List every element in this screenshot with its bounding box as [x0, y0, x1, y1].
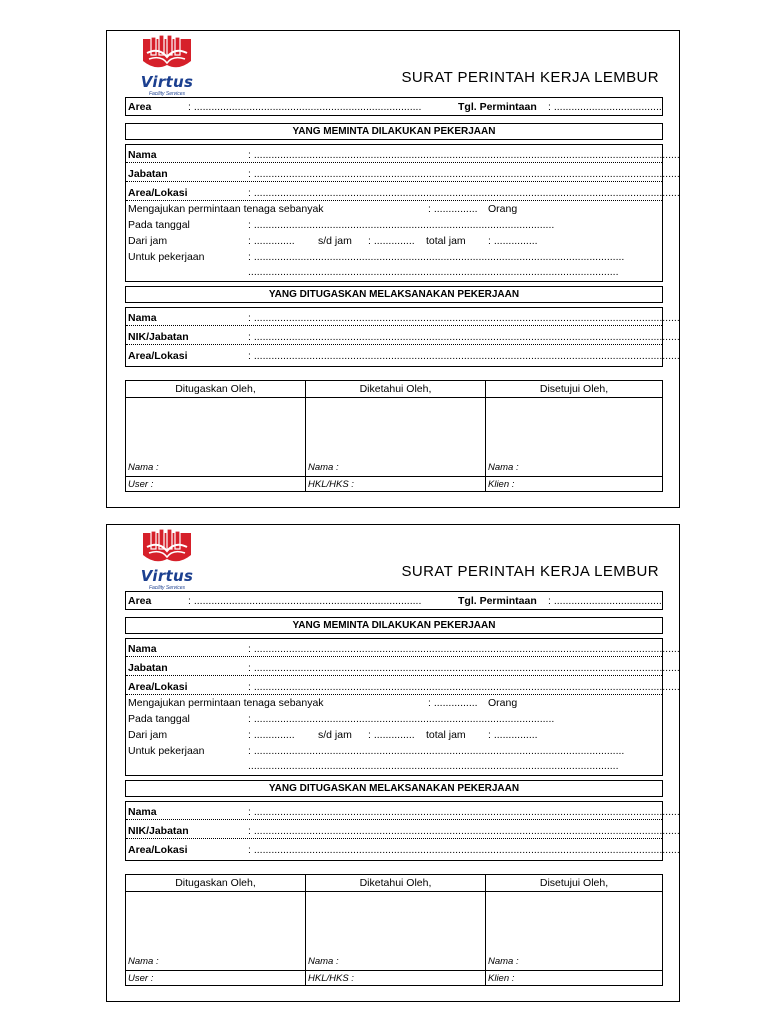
assignee-nik-jabatan-field[interactable]: : .................................................................................................................................................. [248, 825, 680, 837]
area-row [125, 591, 663, 610]
requester-jabatan-label: Jabatan [128, 662, 168, 674]
area-field[interactable]: : .............................................................................. [188, 595, 422, 607]
signature-disetujui[interactable] [486, 875, 662, 985]
signature-ditugaskan[interactable] [126, 381, 306, 491]
requester-nama-field[interactable]: : .................................................................................................................................................. [248, 149, 680, 161]
requester-jabatan-label: Jabatan [128, 168, 168, 180]
dari-jam-field[interactable]: : .............. [248, 235, 295, 247]
sig-nama-label: Nama : [308, 956, 339, 967]
sig-nama-label: Nama : [488, 956, 519, 967]
sd-jam-field[interactable]: : .............. [368, 235, 415, 247]
area-row [125, 97, 663, 116]
assignee-area-lokasi-label: Area/Lokasi [128, 844, 188, 856]
virtus-logo-icon [139, 35, 195, 75]
brand-name: Virtus [140, 567, 194, 585]
sig-nama-label: Nama : [128, 462, 159, 473]
assignee-area-lokasi-field[interactable]: : .................................................................................................................................................. [248, 844, 680, 856]
brand-subtitle: Facility Services [148, 585, 186, 591]
sig-diketahui-head: Diketahui Oleh, [306, 381, 485, 398]
total-jam-field[interactable]: : ............... [488, 235, 538, 247]
sig-hkl-label: HKL/HKS : [306, 970, 485, 986]
assignee-nama-field[interactable]: : .................................................................................................................................................. [248, 806, 680, 818]
dari-jam-label: Dari jam [128, 235, 168, 247]
section-requester-title: YANG MEMINTA DILAKUKAN PEKERJAAN [125, 123, 663, 140]
overtime-form-top [106, 30, 680, 508]
signature-table [125, 380, 663, 492]
tgl-permintaan-label: Tgl. Permintaan [458, 595, 537, 607]
sig-user-label: User : [126, 970, 305, 986]
sd-jam-field[interactable]: : .............. [368, 729, 415, 741]
section-requester-title: YANG MEMINTA DILAKUKAN PEKERJAAN [125, 617, 663, 634]
requester-section [125, 638, 680, 776]
area-label: Area [128, 595, 152, 607]
sig-ditugaskan-head: Ditugaskan Oleh, [126, 875, 305, 892]
virtus-logo [129, 35, 205, 95]
signature-ditugaskan[interactable] [126, 875, 306, 985]
signature-disetujui[interactable] [486, 381, 662, 491]
untuk-pekerjaan-field[interactable]: : ............................................................................................................................... [248, 251, 625, 263]
untuk-pekerjaan-field-line2[interactable]: ............................................................................................................................... [248, 760, 619, 772]
sd-jam-label: s/d jam [318, 729, 352, 741]
sig-klien-label: Klien : [486, 476, 662, 492]
requester-jabatan-field[interactable]: : .................................................................................................................................................. [248, 168, 680, 180]
untuk-pekerjaan-field-line2[interactable]: ............................................................................................................................... [248, 266, 619, 278]
pada-tanggal-label: Pada tanggal [128, 219, 190, 231]
dari-jam-field[interactable]: : .............. [248, 729, 295, 741]
sig-disetujui-head: Disetujui Oleh, [486, 875, 662, 892]
assignee-area-lokasi-field[interactable]: : .................................................................................................................................................. [248, 350, 680, 362]
assignee-nik-jabatan-field[interactable]: : .................................................................................................................................................. [248, 331, 680, 343]
assignee-section [125, 801, 680, 861]
sig-nama-label: Nama : [308, 462, 339, 473]
form-title: SURAT PERINTAH KERJA LEMBUR [401, 69, 659, 86]
untuk-pekerjaan-field[interactable]: : ............................................................................................................................... [248, 745, 625, 757]
virtus-logo [129, 529, 205, 589]
assignee-nik-jabatan-label: NIK/Jabatan [128, 331, 189, 343]
virtus-logo-icon [139, 529, 195, 569]
section-assignee-title: YANG DITUGASKAN MELAKSANAKAN PEKERJAAN [125, 780, 663, 797]
sig-diketahui-head: Diketahui Oleh, [306, 875, 485, 892]
section-assignee-title: YANG DITUGASKAN MELAKSANAKAN PEKERJAAN [125, 286, 663, 303]
sig-klien-label: Klien : [486, 970, 662, 986]
area-label: Area [128, 101, 152, 113]
tgl-permintaan-field[interactable]: : ..................................... [548, 101, 662, 113]
requester-nama-label: Nama [128, 149, 157, 161]
form-title: SURAT PERINTAH KERJA LEMBUR [401, 563, 659, 580]
assignee-section [125, 307, 680, 367]
requester-area-lokasi-label: Area/Lokasi [128, 681, 188, 693]
signature-diketahui[interactable] [306, 381, 486, 491]
signature-table [125, 874, 663, 986]
tgl-permintaan-field[interactable]: : ..................................... [548, 595, 662, 607]
sig-disetujui-head: Disetujui Oleh, [486, 381, 662, 398]
untuk-pekerjaan-label: Untuk pekerjaan [128, 745, 205, 757]
orang-label: Orang [488, 203, 518, 215]
requester-area-lokasi-label: Area/Lokasi [128, 187, 188, 199]
sig-nama-label: Nama : [128, 956, 159, 967]
total-jam-field[interactable]: : ............... [488, 729, 538, 741]
requester-area-lokasi-field[interactable]: : .................................................................................................................................................. [248, 187, 680, 199]
untuk-pekerjaan-label: Untuk pekerjaan [128, 251, 205, 263]
tgl-permintaan-label: Tgl. Permintaan [458, 101, 537, 113]
pada-tanggal-label: Pada tanggal [128, 713, 190, 725]
signature-diketahui[interactable] [306, 875, 486, 985]
sd-jam-label: s/d jam [318, 235, 352, 247]
overtime-form-bottom [106, 524, 680, 1002]
sig-user-label: User : [126, 476, 305, 492]
assignee-nama-field[interactable]: : .................................................................................................................................................. [248, 312, 680, 324]
requester-section [125, 144, 680, 282]
total-jam-label: total jam [426, 235, 466, 247]
mengajukan-field[interactable]: : ............... [428, 203, 478, 215]
sig-ditugaskan-head: Ditugaskan Oleh, [126, 381, 305, 398]
sig-hkl-label: HKL/HKS : [306, 476, 485, 492]
pada-tanggal-field[interactable]: : ....................................................................................................... [248, 219, 555, 231]
pada-tanggal-field[interactable]: : ....................................................................................................... [248, 713, 555, 725]
requester-nama-label: Nama [128, 643, 157, 655]
brand-name: Virtus [140, 73, 194, 91]
mengajukan-field[interactable]: : ............... [428, 697, 478, 709]
assignee-area-lokasi-label: Area/Lokasi [128, 350, 188, 362]
assignee-nama-label: Nama [128, 806, 157, 818]
brand-subtitle: Facility Services [148, 91, 186, 97]
mengajukan-label: Mengajukan permintaan tenaga sebanyak [128, 203, 324, 215]
total-jam-label: total jam [426, 729, 466, 741]
assignee-nama-label: Nama [128, 312, 157, 324]
assignee-nik-jabatan-label: NIK/Jabatan [128, 825, 189, 837]
requester-nama-field[interactable]: : .................................................................................................................................................. [248, 643, 680, 655]
dari-jam-label: Dari jam [128, 729, 168, 741]
mengajukan-label: Mengajukan permintaan tenaga sebanyak [128, 697, 324, 709]
sig-nama-label: Nama : [488, 462, 519, 473]
requester-jabatan-field[interactable]: : .................................................................................................................................................. [248, 662, 680, 674]
orang-label: Orang [488, 697, 518, 709]
requester-area-lokasi-field[interactable]: : .................................................................................................................................................. [248, 681, 680, 693]
area-field[interactable]: : .............................................................................. [188, 101, 422, 113]
